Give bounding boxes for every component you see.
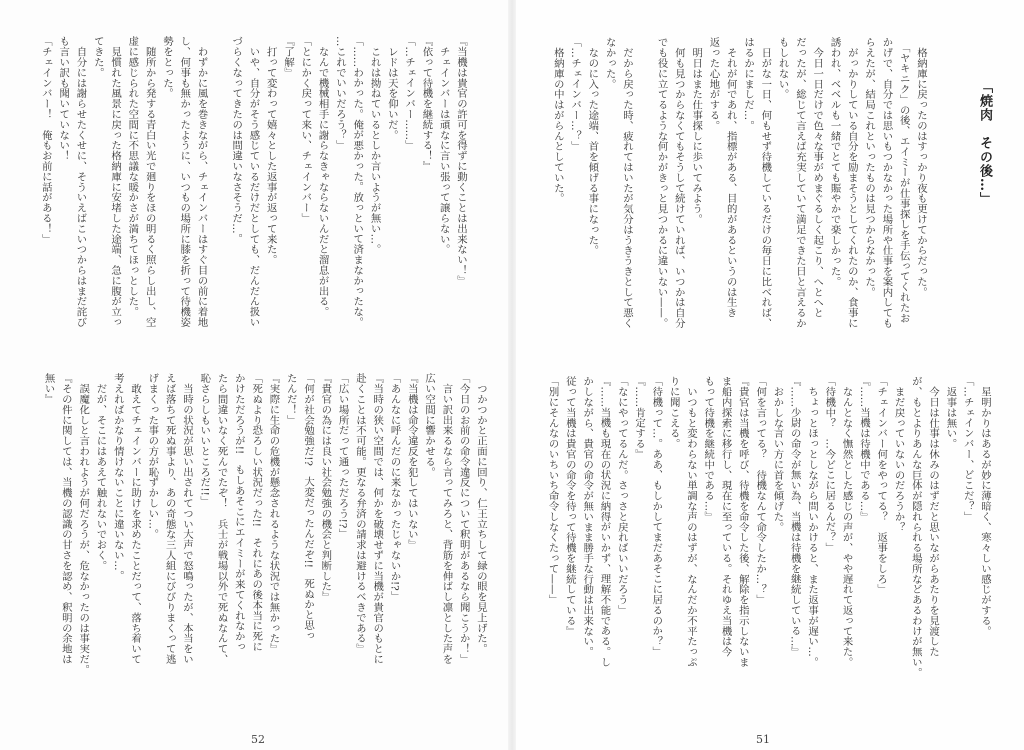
text-column: 今日は仕事は休みのはずだと思いながらあたりを見渡した — [927, 376, 940, 657]
text-column: 随所から発する青白い光で廻りをほの明るく照らし出し、空 — [143, 36, 156, 328]
text-column: 打って変わって嬉々とした返事が返って来た。 — [264, 36, 277, 265]
text-column: 「とにかく戻って来い、チェインバー」 — [299, 36, 312, 224]
text-column: 勢をとった。 — [160, 36, 173, 99]
text-column: ま船内探索に移行し、現在に至っている。それゆえ当機は今 — [719, 376, 732, 657]
text-column: 「…チェインバー、どこだ？」 — [961, 376, 974, 522]
text-column: だから戻った時、疲れてはいたが気分はうきうきとして悪く — [620, 37, 633, 329]
text-column: 誤魔化しと言われようが何だろうが、危なかったのは事実だ。 — [77, 373, 90, 675]
text-column: が、もとよりあんな巨体が隠れられる場所などあるわけが無い。 — [909, 376, 922, 678]
text-column: 「待機って…。ああ、もしかしてまだあそこに居るのか？」 — [650, 376, 663, 657]
book-gutter — [508, 0, 516, 750]
chapter-title: 「焼肉 その後…」 — [977, 80, 992, 206]
text-column: 「死ぬより恐ろしい状況だった!! それにあの後本当に死に — [250, 373, 263, 652]
text-column: 今日一日だけで色々な事がめまぐるしく起こり、へとへと — [811, 37, 824, 318]
text-column: 『依って待機を継続する！』 — [420, 36, 433, 172]
text-column: 虚に感じられた空間に不思議な暖かさが満ちてほっとした。 — [126, 36, 139, 317]
text-column: つかつかと正面に回り、仁王立ちして緑の眼を見上げた。 — [475, 373, 487, 654]
right-upper-text-block — [548, 37, 929, 377]
text-column: 当時の状況が思い出されてつい大声で怒鳴ったが、本当をい — [180, 373, 193, 665]
text-column: 返事は無い。 — [944, 376, 957, 449]
text-column: なんとなく憮然とした感じの声が、やや遅れて返って来た。 — [840, 376, 853, 668]
text-column: 「何を言ってる？ 待機なんて命令したか…？」 — [754, 376, 767, 605]
text-column: 返った心地がする。 — [707, 37, 720, 131]
text-column: 敢えてチェインバーに助けを求めたことだって、落ち着いて — [129, 373, 142, 665]
text-column: 明日はまた仕事探しに歩いてみよう。 — [690, 37, 703, 225]
text-column: 恥さらしもいいところだ!!」 — [198, 373, 211, 507]
text-column: 「待機中？ …今どこに居るんだ？」 — [823, 376, 836, 553]
text-column: 『当時の狭い空間では、何かを破壊せずに当機が貴官のもとに — [371, 373, 384, 665]
text-column: かけただろうが!! もしあそこにエイミーが来てくれなかっ — [232, 373, 245, 652]
text-column: 「あんなに呼んだのに来なかったじゃないか!?」 — [388, 373, 401, 602]
text-column: もって待機を継続中である…』 — [702, 376, 715, 522]
text-column: げまくった事の方が恥ずかしい…。 — [146, 373, 159, 540]
text-column: 格納庫の中はがらんとしていた。 — [551, 37, 564, 204]
text-column: 「チェインバー何をやってる？ 返事をしろ」 — [875, 376, 888, 595]
text-column: もしれない。 — [776, 37, 789, 100]
text-column: 「今日のお前の命令違反について釈明があるなら聞こうか！」 — [457, 373, 470, 665]
text-column: 「ヤキニク」の後、エイミーが仕事探しを手伝ってくれたお — [897, 37, 910, 323]
text-column: 『了解』 — [282, 36, 295, 78]
text-column: 従って当機は貴官の命令を待って待機を継続している』 — [563, 376, 576, 636]
text-column: 「別にそんなのいちいち命令しなくたって——」 — [546, 376, 559, 605]
text-column: レドは天を仰いだ。 — [385, 36, 398, 140]
text-column: 「なにやってるんだ。さっさと戻ればいいだろう」 — [615, 376, 628, 616]
text-column: 「…チェインバー……」 — [403, 36, 416, 151]
text-column: これは拗ねているとしか言いようが無い…。 — [368, 36, 381, 255]
text-column: えば落ちて死ぬ事より、あの奇態な三人組にびびりまくって逃 — [163, 373, 176, 665]
text-column — [635, 37, 652, 377]
text-column: 考えればかなり情けないことに違いない…。 — [111, 373, 124, 581]
text-column: 「……わかった。俺が悪かった。放っといて済まなかったな。 — [351, 36, 364, 328]
text-column: てきた。 — [91, 36, 104, 78]
text-column: づらくなってきたのは間違いなさそうだ…。 — [230, 36, 243, 244]
page-number-left: 52 — [251, 733, 265, 746]
text-column: 格納庫に戻ったのはすっかり夜も更けてからだった。 — [915, 37, 927, 297]
text-column: かしながら、貴官の命令が無いまま勝手な行動は出来ない。 — [581, 376, 594, 657]
text-column: たんだ！」 — [284, 373, 297, 425]
text-column: それが何であれ、指標がある、目的があるというのは生き — [724, 37, 737, 318]
text-column: …これでいいだろう？」 — [333, 36, 346, 151]
text-column: なのに入った途端、首を傾げる事になった。 — [586, 37, 599, 256]
text-column: 赴くことは不可能。更なる弁済の請求は避けるべきである』 — [353, 373, 366, 654]
text-column: おかしな言い方に首を傾げた。 — [771, 376, 784, 532]
text-column: らえたが、結局これといったものは見つからなかった。 — [863, 37, 876, 297]
text-column: 『当機は貴官の許可を得ずに動くことは出来ない！』 — [455, 36, 467, 286]
text-column: 『その件に関しては、当機の認識の甘さを認め、釈明の余地は — [59, 373, 72, 665]
text-column: し、何事も無かったように、いつもの場所に膝を折って待機姿 — [178, 36, 191, 328]
text-column — [210, 36, 227, 376]
text-column: 無い』 — [42, 373, 55, 405]
text-column: 「…チェインバー…？」 — [569, 37, 582, 152]
text-column: 星明かりはあるが妙に薄暗く、寒々しい感じがする。 — [979, 376, 991, 636]
text-column: 『……少尉の命令が無い為、当機は待機を継続している…』 — [788, 376, 801, 657]
text-column: まだ戻っていないのだろうか？ — [892, 376, 905, 532]
text-column: 「何が社会勉強だ!? 大変だったんだぞ!! 死ぬかと思っ — [302, 373, 315, 641]
text-column: も言い訳も聞いていない！ — [57, 36, 70, 161]
text-column: 自分には謝らせたくせに、そういえばこいつからはまだ詫び — [74, 36, 87, 328]
text-column: ちょっとほっとしながら問いかけると、また返事が遅い…。 — [806, 376, 819, 668]
text-column: チェインバーは頑なに言い張って譲らない。 — [437, 36, 450, 255]
text-column: 『貴官の為には良い社会勉強の機会と判断した』 — [319, 373, 332, 602]
text-column: 『……当機は待機中である…』 — [857, 376, 870, 522]
text-column: かげで、自分では思いもつかなかった場所や仕事を案内しても — [880, 37, 893, 329]
text-column: 『……肯定する』 — [633, 376, 646, 460]
text-column: 何も見つからなくてもそうして続けていれば、いつかは自分 — [672, 37, 685, 329]
text-column: いや、自分がそう感じているだけだとしても、だんだん扱い — [247, 36, 260, 328]
text-column: なんで機械相手に謝らなきゃならないんだと溜息が出る。 — [316, 36, 329, 317]
text-column: 「チェインバー！ 俺もお前に話がある！」 — [39, 36, 52, 244]
right-lower-text-block — [543, 376, 993, 716]
text-column: だったが、総じて言えば充実していて満足できた日と言えるか — [793, 37, 806, 329]
text-column: でも役に立てるような何かがきっと見つかるに違いない——。 — [655, 37, 668, 329]
left-lower-text-block — [39, 373, 489, 713]
text-column: りに聞こえる。 — [667, 376, 680, 449]
text-column: 『当機は命令違反を犯してはいない』 — [405, 373, 418, 550]
text-column: がっかりしている自分を励まそうとしてくれたのか、食事に — [845, 37, 858, 329]
text-column: 『……当機も現在の状況に納得がいかず、理解不能である。し — [598, 376, 611, 668]
left-upper-text-block — [37, 36, 469, 376]
page-number-right: 51 — [756, 733, 770, 746]
text-column: はるかにましだ…。 — [742, 37, 755, 131]
text-column: 広い空間に響かせる。 — [423, 373, 436, 477]
text-column: 見慣れた風景に戻った格納庫に安堵した途端、急に腹が立っ — [109, 36, 122, 328]
text-column: 『貴官は当機を呼び、待機を命令した後、解除を指示しないま — [736, 376, 749, 668]
text-column: 言い訳出来るなら言ってみろと、背筋を伸ばし凛とした声を — [440, 373, 453, 665]
text-column: なかった。 — [603, 37, 616, 89]
text-column: たら間違いなく死んでたぞ！ 兵士が戦場以外で死ぬなんて、 — [215, 373, 228, 665]
text-column: 『実際に生命の危機が懸念されるような状況では無かった』 — [267, 373, 280, 654]
text-column: 「広い場所だって通っただろう!?」 — [336, 373, 349, 539]
text-column: わずかに風を巻きながら、チェインバーはすぐ目の前に着地 — [195, 36, 208, 328]
text-column: いつもと変わらない単調な声のはずが、なんだか不平たっぷ — [684, 376, 697, 668]
text-column: だが、そこにはあえて触れないでおく。 — [94, 373, 107, 571]
text-column: 誘われ、ベベルも一緒でとても賑やかで楽しかった。 — [828, 37, 841, 287]
text-column: 日がな一日、何もせず待機しているだけの毎日に比べれば、 — [759, 37, 772, 329]
